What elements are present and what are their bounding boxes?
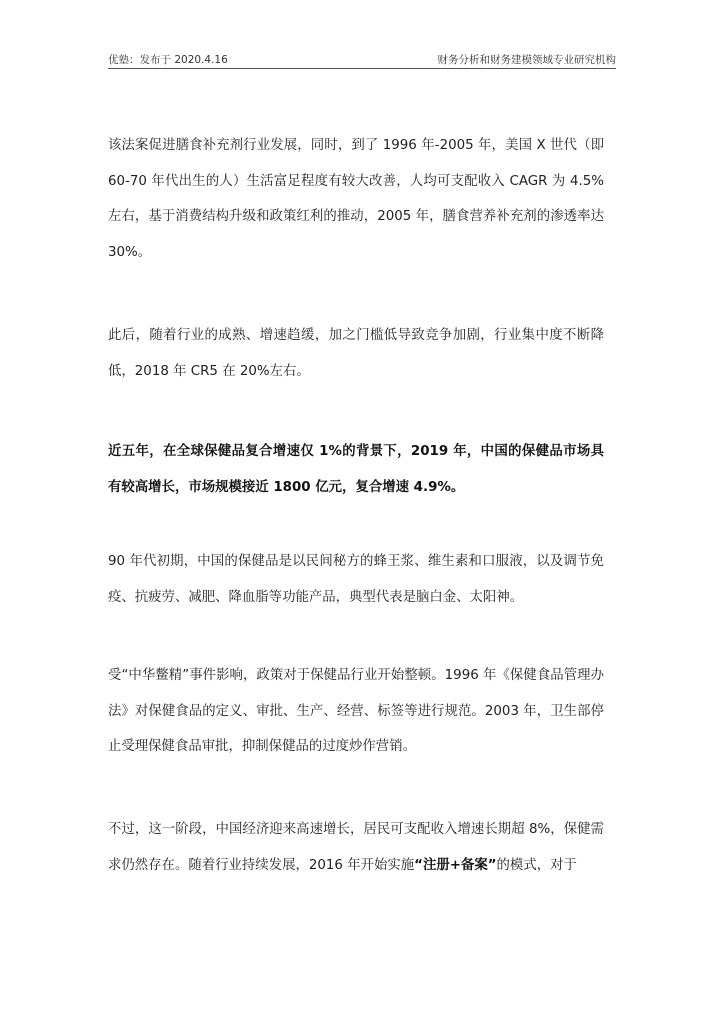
paragraph-us-dietary-supplement: 该法案促进膳食补充剂行业发展，同时，到了 1996 年-2005 年，美国 X 世代（即 60-70 年代出生的人）生活富足程度有较大改善，人均可支配收入 CAGR 为 4.5%左右，基于消费结构升级和政策红利的推动，2005 年，膳食营养补充剂的渗透率达 30%。 (108, 138, 604, 260)
paragraph-registration-filing (108, 812, 604, 883)
registration-filing-emphasis: “注册+备案” (414, 857, 497, 873)
paragraph-policy-regulation: 受“中华鳖精”事件影响，政策对于保健品行业开始整顿。1996 年《保健食品管理办法》对保健食品的定义、审批、生产、经营、标签等进行规范。2003 年，卫生部停止受理保健食品审批，抑制保健品的过度炒作营销。 (108, 668, 604, 754)
page-header (108, 52, 616, 69)
paragraph-text-before: 不过，这一阶段，中国经济迎来高速增长，居民可支配收入增速长期超 8%，保健需求仍然存在。随着行业持续发展，2016 年开始实施 (108, 822, 604, 873)
paragraph-china-market-highlight: 近五年，在全球保健品复合增速仅 1%的背景下，2019 年，中国的保健品市场具有较高增长，市场规模接近 1800 亿元，复合增速 4.9%。 (108, 444, 604, 495)
paragraph-text-after: 的模式，对于 (496, 857, 577, 873)
paragraph-industry-concentration: 此后，随着行业的成熟、增速趋缓，加之门槛低导致竞争加剧，行业集中度不断降低，2018 年 CR5 在 20%左右。 (108, 328, 604, 379)
header-org-tagline: 财务分析和财务建模领域专业研究机构 (437, 54, 616, 66)
paragraph-early-90s-products: 90 年代初期，中国的保健品是以民间秘方的蜂王浆、维生素和口服液，以及调节免疫、抗疲劳、减肥、降血脂等功能产品，典型代表是脑白金、太阳神。 (108, 554, 604, 605)
header-source-date: 优塾：发布于 2020.4.16 (108, 54, 228, 66)
